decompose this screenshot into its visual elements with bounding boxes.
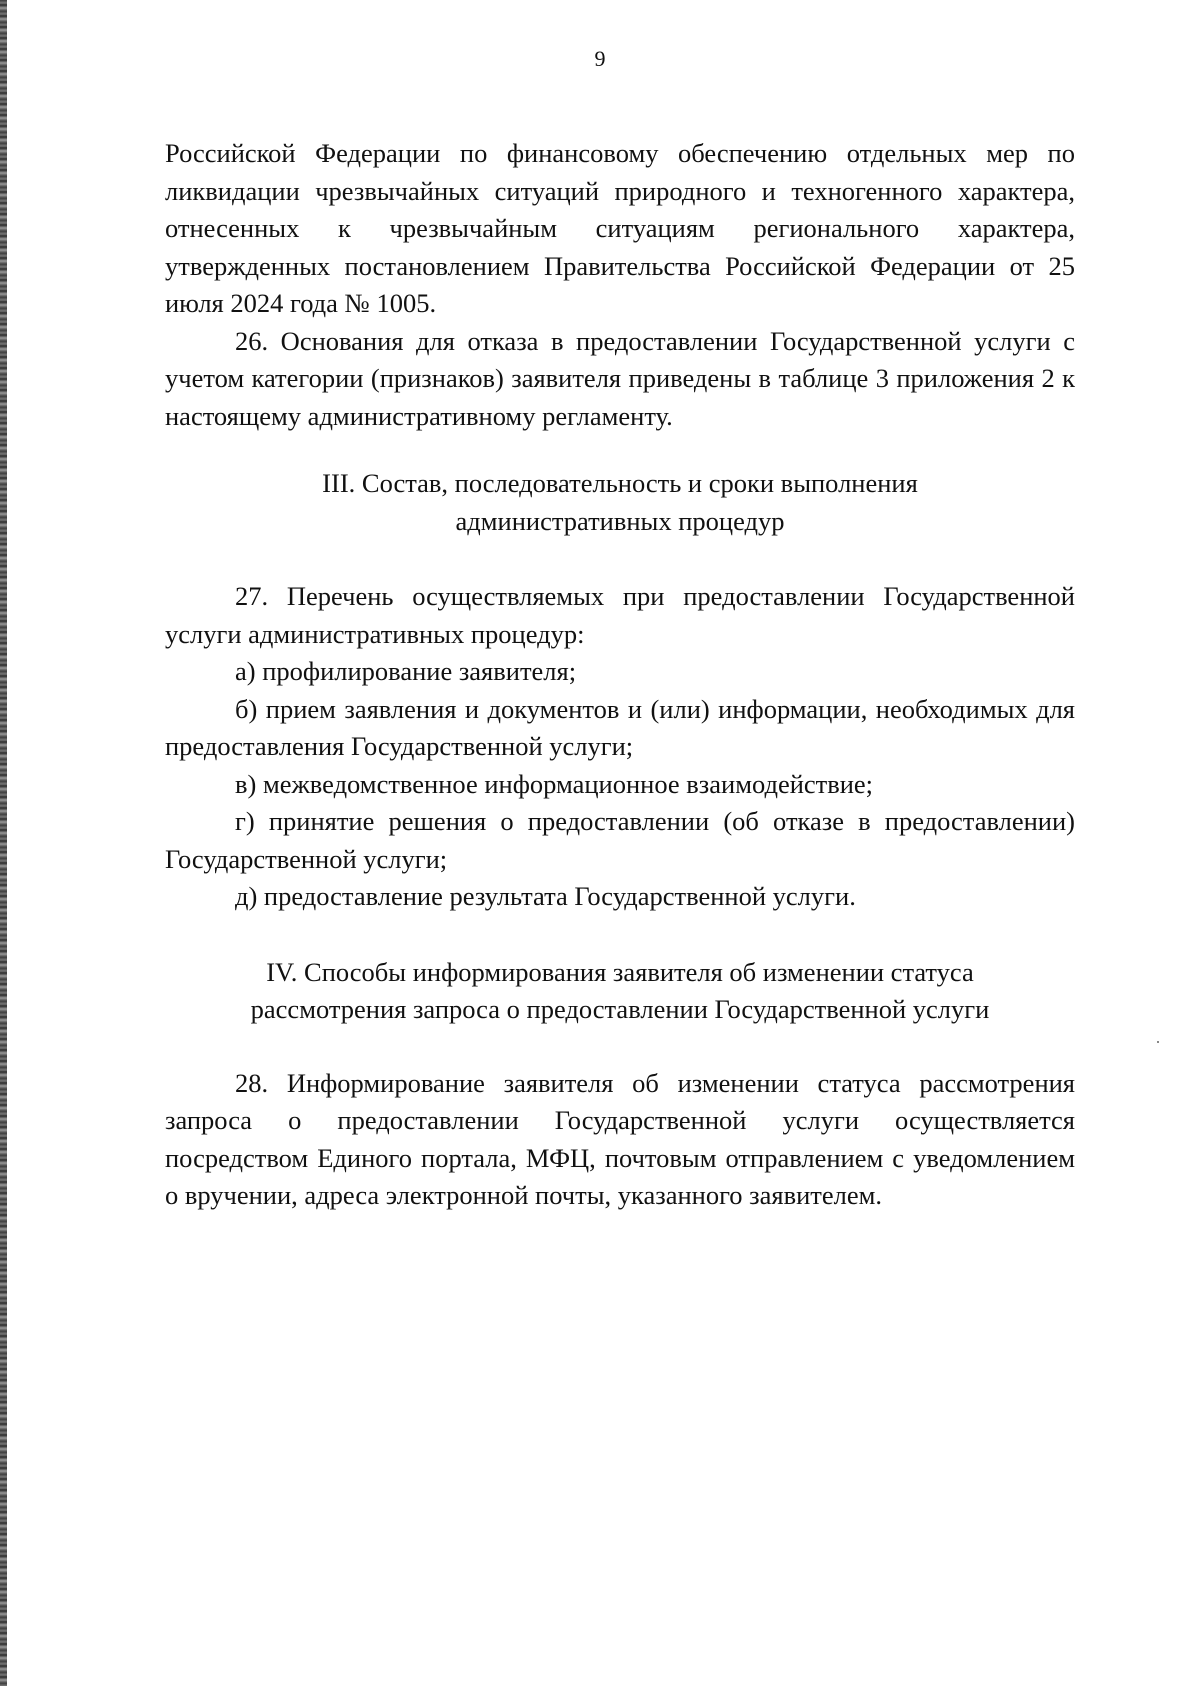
procedure-item-d: д) предоставление результата Государственной услуги. (235, 881, 856, 911)
page-number: 9 (594, 46, 606, 71)
continuation-paragraph: Российской Федерации по финансовому обеспечению отдельных мер по ликвидации чрезвычайных ситуаций природного и техногенного характера, отнесенных к чрезвычайным ситуациям регионального характера, утвержденных постановлением Правительства Российской Федерации от 25 июля 2024 года № 1005. (165, 138, 1075, 318)
section-4-heading (165, 954, 1075, 1029)
procedure-item-g: г) принятие решения о предоставлении (об отказе в предоставлении) Государственной услуги; (165, 806, 1075, 874)
scan-speck (1157, 1041, 1159, 1043)
procedure-item-a: а) профилирование заявителя; (235, 656, 577, 686)
procedure-item-v: в) межведомственное информационное взаимодействие; (235, 768, 874, 799)
scan-edge-artifact (0, 0, 7, 1686)
paragraph-26: 26. Основания для отказа в предоставлении Государственной услуги с учетом категории (признаков) заявителя приведены в таблице 3 приложения 2 к настоящему административному регламенту. (165, 325, 1075, 431)
section-4-title-line-1: IV. Способы информирования заявителя об изменении статуса (266, 956, 974, 987)
section-3-heading (165, 465, 1075, 540)
paragraph-27-intro: 27. Перечень осуществляемых при предоставлении Государственной услуги административных процедур: (165, 581, 1075, 649)
section-4-title-line-2: рассмотрения запроса о предоставлении Государственной услуги (250, 994, 990, 1024)
paragraph-28: 28. Информирование заявителя об изменении статуса рассмотрения запроса о предоставлении Государственной услуги осуществляется посредством Единого портала, МФЦ, почтовым отправлением с уведомлением о вручении, адреса электронной почты, указанного заявителем. (165, 1067, 1075, 1210)
document-body (165, 135, 1075, 1215)
section-3-title-line-1: III. Состав, последовательность и сроки выполнения (322, 468, 918, 498)
procedure-item-b: б) прием заявления и документов и (или) информации, необходимых для предоставления Государственной услуги; (165, 693, 1075, 761)
section-3-title-line-2: административных процедур (455, 505, 785, 536)
